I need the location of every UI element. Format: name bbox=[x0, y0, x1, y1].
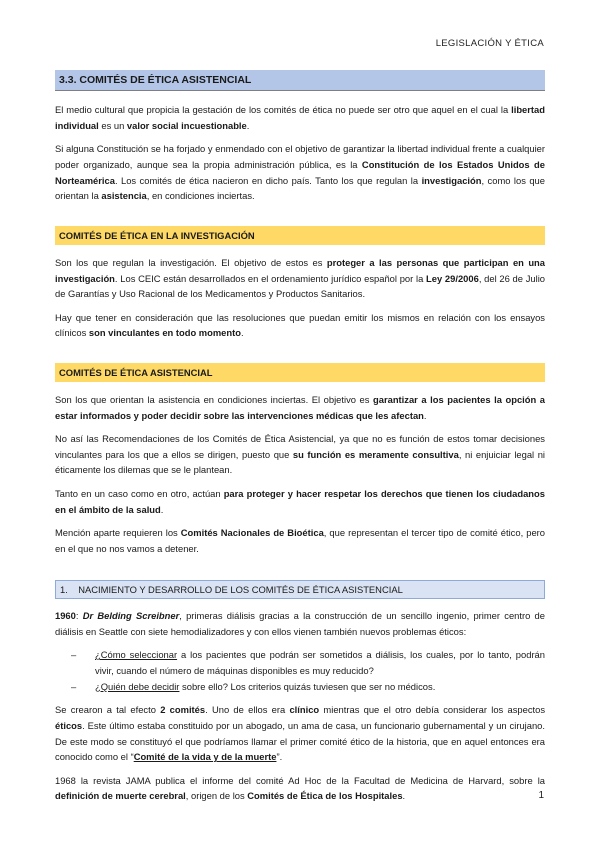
nacimiento-paragraph-1: 1960: Dr Belding Screibner, primeras diálisis gracias a la construcción de un sencillo ingenio, primer centro de diálisis en Seattle con siete hemodializadores y con ellos vienen también nuevos problemas éticos: bbox=[55, 609, 545, 637]
page-content bbox=[55, 70, 545, 812]
list-item: – ¿Quién debe decidir sobre ello? Los criterios quizás tuviesen que ser no médicos. bbox=[55, 679, 545, 695]
list-item: – ¿Cómo seleccionar a los pacientes que podrán ser sometidos a diálisis, los cuales, por lo tanto, podrán vivir, cuando el número de máquinas disponibles es muy reducido? bbox=[71, 649, 545, 676]
investigacion-paragraph-1: Son los que regulan la investigación. El objetivo de estos es proteger a las personas que participan en una investigación. Los CEIC están desarrollados en el ordenamiento jurídico español por la Ley 29/2006, del 26 de Julio de Garantías y Uso Racional de los Medicamentos y Productos Sanitarios. bbox=[55, 256, 545, 300]
asistencial-paragraph-1: Son los que orientan la asistencia en condiciones inciertas. El objetivo es garantizar a los pacientes la opción a estar informados y poder decidir sobre las intervenciones médicas que les afectan. bbox=[55, 393, 546, 421]
asistencial-paragraph-4: Mención aparte requieren los Comités Nacionales de Bioética, que representan el tercer tipo de comité ético, pero en el que no nos vamos a detener. bbox=[55, 526, 545, 554]
subsection-title-investigacion: COMITÉS DE ÉTICA EN LA INVESTIGACIÓN bbox=[55, 226, 545, 245]
dash-bullet-icon: – bbox=[71, 680, 77, 692]
dash-bullet-icon: – bbox=[71, 649, 77, 661]
intro-paragraph-1: El medio cultural que propicia la gestación de los comités de ética no puede ser otro que aquel en el cual la libertad individual es un valor social incuestionable. bbox=[55, 104, 545, 131]
running-header: LEGISLACIÓN Y ÉTICA bbox=[435, 38, 544, 49]
section-title: 3.3. COMITÉS DE ÉTICA ASISTENCIAL bbox=[55, 70, 545, 91]
section-heading-nacimiento: 1. NACIMIENTO Y DESARROLLO DE LOS COMITÉS DE ÉTICA ASISTENCIAL bbox=[55, 580, 545, 599]
page-number: 1 bbox=[538, 790, 544, 801]
dialysis-questions-list bbox=[55, 647, 545, 694]
asistencial-paragraph-2: No así las Recomendaciones de los Comités de Ética Asistencial, ya que no es función de estos tomar decisiones vinculantes para los que a ellos se dirigen, puesto que su función es meramente consultiva, ni enjuiciar legal ni éticamente los dilemas que se le plantean. bbox=[55, 432, 546, 476]
nacimiento-paragraph-2: Se crearon a tal efecto 2 comités. Uno de ellos era clínico mientras que el otro debía considerar los aspectos éticos. Este último estaba constituido por un abogado, un ama de casa, un funcionario gubernamental y un cirujano. De este modo se constituyó el que podríamos llamar el primer comité ético de la historia, que en aquel entonces era conocido como el “Comité de la vida y de la muerte”. bbox=[55, 703, 546, 763]
subsection-title-asistencial: COMITÉS DE ÉTICA ASISTENCIAL bbox=[55, 363, 545, 382]
investigacion-paragraph-2: Hay que tener en consideración que las resoluciones que puedan emitir los mismos en relación con los ensayos clínicos son vinculantes en todo momento. bbox=[55, 311, 545, 339]
asistencial-paragraph-3: Tanto en un caso como en otro, actúan para proteger y hacer respetar los derechos que tienen los ciudadanos en el ámbito de la salud. bbox=[55, 487, 545, 515]
intro-paragraph-2: Si alguna Constitución se ha forjado y enmendado con el objetivo de garantizar la libertad individual frente a cualquier poder organizado, aunque sea la propia administración pública, es la Constitución de los Estados Unidos de Norteamérica. Los comités de ética nacieron en dicho país. Tanto los que regulan la investigación, como los que orientan la asistencia, en condiciones inciertas. bbox=[55, 143, 545, 202]
nacimiento-paragraph-3: 1968 la revista JAMA publica el informe del comité Ad Hoc de la Facultad de Medicina de Harvard, sobre la definición de muerte cerebral, origen de los Comités de Ética de los Hospitales. bbox=[55, 774, 545, 802]
